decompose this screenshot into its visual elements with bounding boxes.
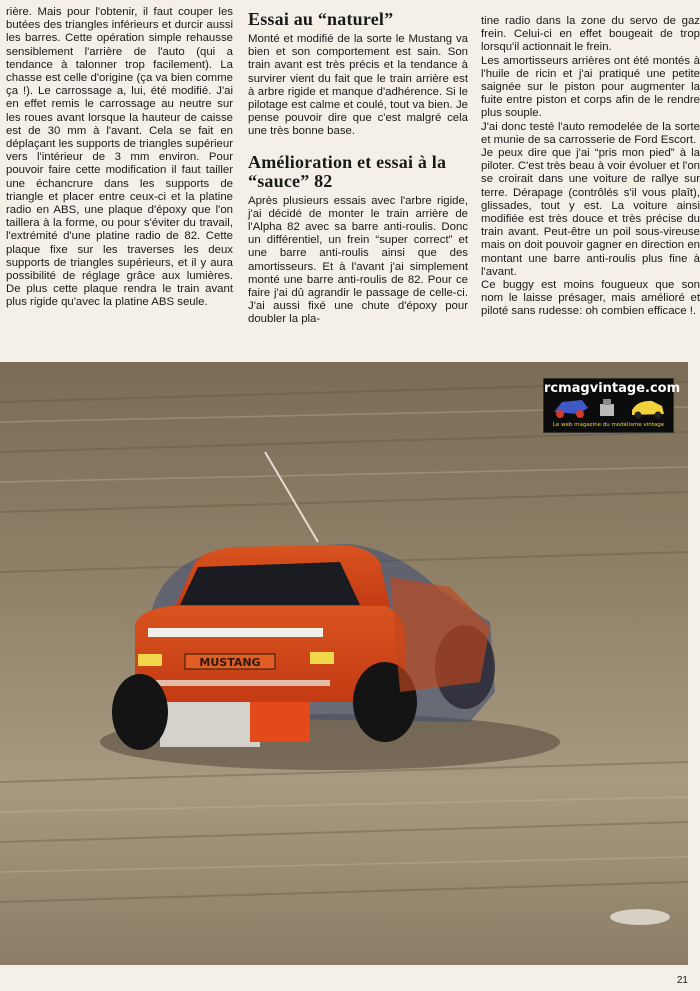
page-number: 21 (676, 975, 688, 986)
license-plate: MUSTANG (199, 656, 261, 669)
body-text: rière. Mais pour l'obtenir, il faut couper les butées des triangles inférieurs et durcir aussi les barres. Cette opération simple rehausse sensiblement l'arrière de l'auto (qui a tendance à talonner trop facilement). La chasse est celle d'origine (ça va bien comme ça !). Le carrossage a, lui, été modifié. J'ai en effet remis le carrossage au neutre sur les roues avant lorsque la hauteur de caisse est de 30 mm à l'avant. Cela se fait en déplaçant les supports de triangles supérieur vers l'intérieur de 3 mm environ. Pour pouvoir faire cette modification il faut tailler une échancrure dans les supports de triangle et placer entre ceux-ci et la platine radio en ABS, une plaque d'époxy que l'on taillera à la forme, ou pour s'éviter du travail, l'extrémité d'une platine radio de 82. Cette plaque fixe sur les traverses les deux supports de triangles supérieurs, et il y aura possibilité de réglage grâce aux lumières. De plus cette plaque rendra le train avant plus rigide qu'avec la platine ABS seule. (6, 6, 233, 309)
site-logo (543, 378, 681, 433)
column-1 (6, 6, 233, 310)
column-2 (248, 10, 468, 327)
body-text: tine radio dans la zone du servo de gaz frein. Celui-ci en effet bougeait de trop lorsqu'il actionnait le frein. (481, 15, 700, 54)
logo-subtitle: Le web magazine du modélisme vintage (552, 422, 665, 428)
section-heading: Essai au “naturel” (248, 9, 394, 29)
buggy-illustration-icon (548, 396, 669, 420)
body-text: Les amortisseurs arrières ont été montés à l'huile de ricin et j'ai pratiqué une petite saignée sur le piston pour augmenter la fuite entre piston et corps afin de le rendre plus souple. (481, 54, 700, 120)
column-3 (481, 15, 700, 319)
section-heading: Amélioration et essai à la “sauce” 82 (248, 151, 447, 191)
car-photo (0, 362, 688, 965)
body-text: Je peux dire que j'ai “pris mon pied” à la piloter. C'est très beau à voir évoluer et l'on se croirait dans une voiture de rallye sur terre. Dérapage (contrôlés s'il vous plaît), glissades, tout y est. La voiture ainsi modifiée est très douce et très précise du train avant. Peut-être un poil sous-vireuse mais on doit pouvoir gagner en direction en montant une barre anti-roulis plus fine à l'avant. (481, 147, 700, 278)
body-text: Après plusieurs essais avec l'arbre rigide, j'ai décidé de monter le train arrière de l'Alpha 82 avec sa barre anti-roulis. Donc un différentiel, un frein “super correct” et une barre anti-roulis ainsi que des amortisseurs. Et à l'avant j'ai simplement monté une barre anti-roulis de 82. Pour ce faire j'ai dû agrandir le passage de celle-ci. J'ai aussi fixé une chute d'époxy pour doubler la pla- (248, 194, 468, 326)
body-text: Monté et modifié de la sorte le Mustang va bien et son comportement est sain. Son train avant est très précis et la tendance à survirer vient du fait que le train arrière est à arbre rigide et manque d'adhérence. Si le pilotage est calme et coulé, tout va bien. Je pense pouvoir dire que c'est malgré cela une très bonne base. (248, 33, 468, 138)
logo-title: rcmagvintage.com (544, 381, 681, 396)
body-text: Ce buggy est moins fougueux que son nom le laisse présager, mais amélioré et piloté sans rudesse: oh combien efficace !. (481, 279, 700, 318)
body-text: J'ai donc testé l'auto remodelée de la sorte et munie de sa carrosserie de Ford Escort. (481, 120, 700, 146)
